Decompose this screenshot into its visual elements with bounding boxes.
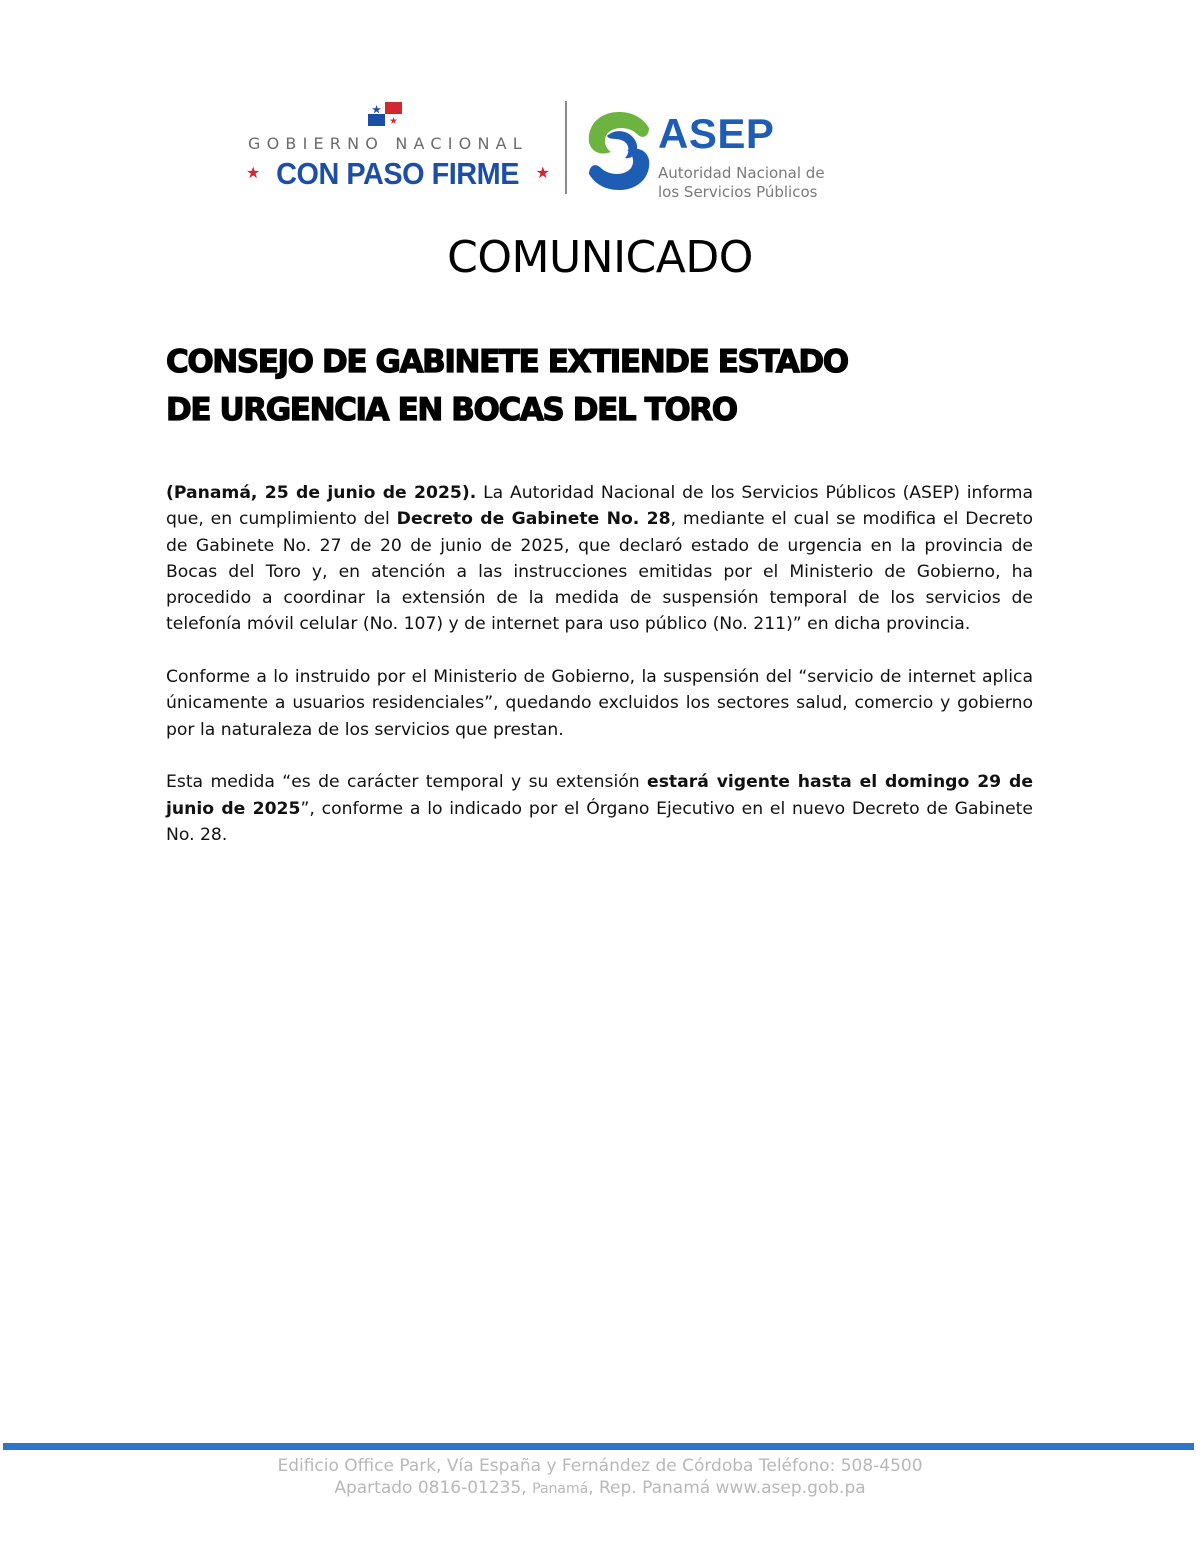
- asep-swirl-icon: [585, 108, 653, 194]
- footer-contact: [0, 1477, 1200, 1500]
- headline-line-1: CONSEJO DE GABINETE EXTIENDE ESTADO: [166, 344, 848, 380]
- gobierno-nacional-logo: [246, 100, 552, 196]
- panama-flag-icon: [368, 102, 402, 126]
- gobierno-slogan-row: [246, 156, 550, 192]
- asep-subtitle-line-2: los Servicios Públicos: [658, 183, 818, 201]
- red-star-icon: ★: [246, 165, 261, 182]
- logo-divider: [565, 101, 567, 194]
- footer: [0, 1455, 1200, 1500]
- dateline: (Panamá, 25 de junio de 2025).: [166, 483, 477, 503]
- gobierno-nacional-text: GOBIERNO NACIONAL: [248, 134, 528, 153]
- footer-rule: [3, 1443, 1194, 1450]
- document-title: COMUNICADO: [447, 232, 753, 283]
- red-star-icon: ★: [535, 165, 550, 182]
- paragraph-3: [166, 769, 1033, 848]
- gobierno-slogan: CON PASO FIRME: [276, 156, 520, 191]
- asep-subtitle: [658, 164, 825, 202]
- paragraph-1: [166, 480, 1033, 638]
- paragraph-2: Conforme a lo instruido por el Ministerio de Gobierno, la suspensión del “servicio de internet aplica únicamente a usuarios residenciales”, quedando excluidos los sectores salud, comercio y gobierno por la naturaleza de los servicios que prestan.: [166, 667, 1033, 740]
- validity-date: estará vigente hasta el domingo 29 de junio de 2025: [166, 772, 1033, 819]
- footer-country-web: , Rep. Panamá www.asep.gob.pa: [588, 1478, 866, 1498]
- paragraph-1-text-b: , mediante el cual se modifica el Decreto de Gabinete No. 27 de 20 de junio de 2025, que declaró estado de urgencia en la provincia de Bocas del Toro y, en atención a las instrucciones emitidas por el Ministerio de Gobierno, ha procedido a coordinar la extensión de la medida de suspensión temporal de los servicios de telefonía móvil celular (No. 107) y de internet para uso público (No. 211)” en dicha provincia.: [166, 509, 1033, 635]
- asep-name: ASEP: [658, 110, 775, 157]
- headline-line-2: DE URGENCIA EN BOCAS DEL TORO: [166, 392, 737, 428]
- footer-po-box: Apartado 0816-01235,: [334, 1478, 533, 1498]
- footer-city: Panamá: [532, 1481, 589, 1497]
- headline: [166, 338, 1046, 434]
- asep-logo: [585, 108, 845, 201]
- asep-subtitle-line-1: Autoridad Nacional de: [658, 164, 825, 182]
- decree-reference: Decreto de Gabinete No. 28: [396, 509, 671, 530]
- paragraph-3-text-a: Esta medida “es de carácter temporal y su extensión: [166, 772, 648, 793]
- body-text: [166, 480, 1033, 874]
- paragraph-3-text-b: ”, conforme a lo indicado por el Órgano Ejecutivo en el nuevo Decreto de Gabinete No. 28.: [166, 798, 1033, 845]
- paragraph-1-text-a: La Autoridad Nacional de los Servicios Públicos (ASEP) informa que, en cumplimiento del: [166, 483, 1033, 530]
- footer-address: Edificio Office Park, Vía España y Fernández de Córdoba Teléfono: 508-4500: [277, 1456, 923, 1476]
